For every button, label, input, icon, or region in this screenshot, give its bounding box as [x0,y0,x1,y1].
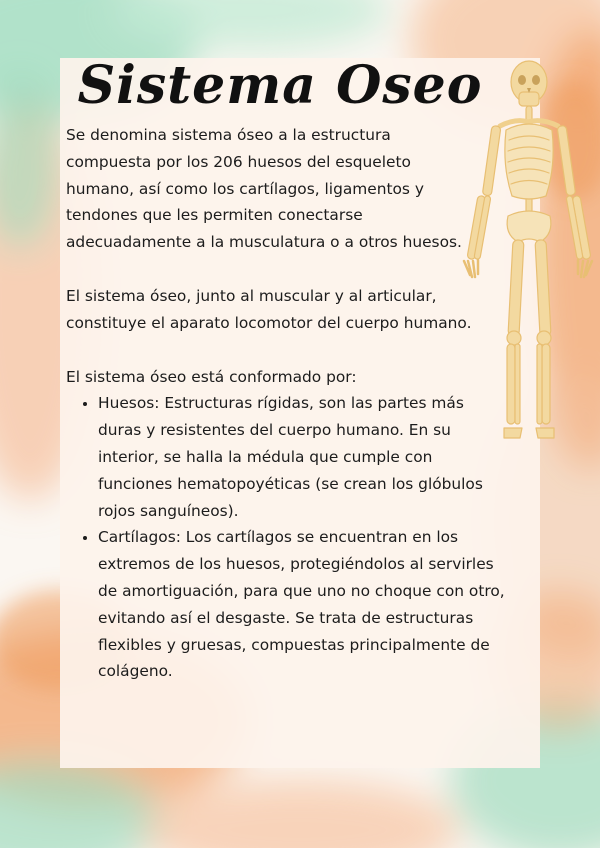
locomotor-paragraph: El sistema óseo, junto al muscular y al articular, constituye el aparato locomotor del cuerpo humano. [66,286,472,332]
page-title: Sistema Oseo [77,55,483,116]
bone-system-list [66,390,510,685]
list-item-cartilagos: • Cartílagos: Los cartílagos se encuentran en los extremos de los huesos, protegiéndolos al servirles de amortiguación, para que uno no choque con otro, evitando así el desgaste. Se trata de estructuras flexibles y gruesas, compuestas principalmente de colágeno. [98,524,510,685]
intro-paragraph: Se denomina sistema óseo a la estructura compuesta por los 206 huesos del esqueleto humano, así como los cartílagos, ligamentos y tendones que les permiten conectarse adecuadamente a la musculatura o a otros huesos. [66,126,462,252]
document-body [66,122,506,685]
composition-heading: El sistema óseo está conformado por: [66,367,357,386]
list-item-huesos: • Huesos: Estructuras rígidas, son las partes más duras y resistentes del cuerpo humano. En su interior, se halla la médula que cumple con funciones hematopoyéticas (se crean los glóbulos rojos sanguíneos). [98,390,510,524]
